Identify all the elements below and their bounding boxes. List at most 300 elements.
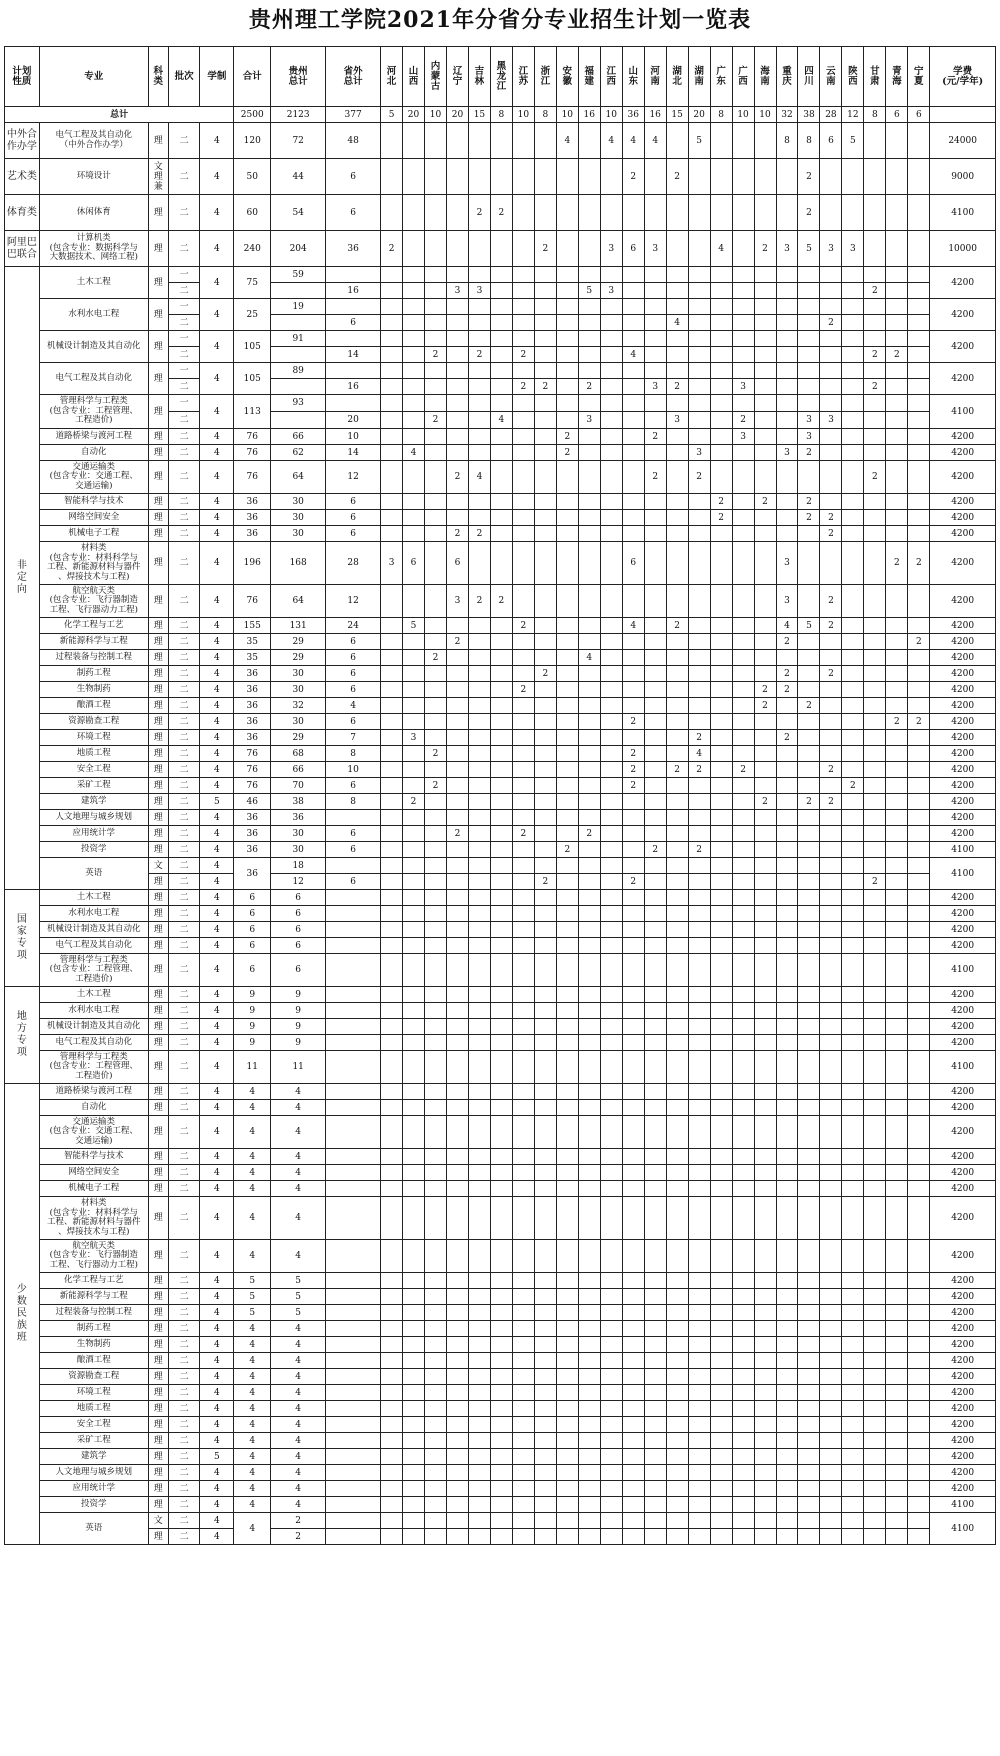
- province-yunnan: [820, 730, 842, 746]
- province-shandong: [622, 1240, 644, 1273]
- out-of-province-total: 6: [326, 682, 381, 698]
- province-shandong: [622, 331, 644, 347]
- province-hebei: [381, 1305, 403, 1321]
- batch: 二: [168, 379, 200, 395]
- province-hubei: [666, 906, 688, 922]
- batch: 二: [168, 1240, 200, 1273]
- province-shandong: [622, 1513, 644, 1529]
- province-heilongjiang: [490, 1369, 512, 1385]
- province-guangdong: [710, 347, 732, 363]
- province-henan: [644, 1289, 666, 1305]
- guizhou-total: 19: [271, 299, 326, 315]
- out-of-province-total: 6: [326, 650, 381, 666]
- province-neimenggu: [425, 954, 447, 987]
- province-shanxi: [403, 1481, 425, 1497]
- province-heilongjiang: [490, 283, 512, 299]
- province-henan: [644, 585, 666, 618]
- guizhou-total: 6: [271, 906, 326, 922]
- province-yunnan: 2: [820, 794, 842, 810]
- study-years: 4: [200, 1433, 234, 1449]
- table-row: [5, 730, 996, 746]
- province-shanxi: [403, 987, 425, 1003]
- table-row: [5, 1433, 996, 1449]
- province-guangxi: [732, 1181, 754, 1197]
- province-liaoning: [446, 1337, 468, 1353]
- province-shaanxi: [842, 363, 864, 379]
- province-zhejiang: [534, 1181, 556, 1197]
- province-shaanxi: [842, 195, 864, 231]
- province-jilin: [468, 762, 490, 778]
- guizhou-total: 9: [271, 1003, 326, 1019]
- province-hainan: [754, 1289, 776, 1305]
- province-hunan: [688, 429, 710, 445]
- subject-type: 理: [148, 331, 168, 363]
- total-count: 4: [234, 1116, 271, 1149]
- column-header: 湖 南: [688, 47, 710, 107]
- province-ningxia: [908, 1019, 930, 1035]
- province-shanxi: [403, 826, 425, 842]
- province-heilongjiang: [490, 826, 512, 842]
- province-hubei: [666, 123, 688, 159]
- province-jilin: [468, 123, 490, 159]
- subject-type: 理: [148, 1401, 168, 1417]
- province-shaanxi: [842, 954, 864, 987]
- province-hebei: [381, 1149, 403, 1165]
- province-jilin: [468, 890, 490, 906]
- province-guangxi: [732, 650, 754, 666]
- province-ningxia: [908, 666, 930, 682]
- study-years: 4: [200, 778, 234, 794]
- province-hunan: [688, 347, 710, 363]
- subject-type: 理: [148, 650, 168, 666]
- province-hebei: [381, 1417, 403, 1433]
- tuition-fee: 4200: [930, 650, 996, 666]
- province-henan: [644, 1305, 666, 1321]
- province-shandong: [622, 987, 644, 1003]
- total-value: 16: [644, 107, 666, 123]
- province-heilongjiang: [490, 874, 512, 890]
- province-anhui: [556, 1305, 578, 1321]
- province-jilin: [468, 1449, 490, 1465]
- province-hunan: [688, 874, 710, 890]
- province-hebei: [381, 585, 403, 618]
- province-zhejiang: 2: [534, 874, 556, 890]
- province-ningxia: [908, 379, 930, 395]
- province-hubei: [666, 1181, 688, 1197]
- province-jilin: 3: [468, 283, 490, 299]
- tuition-fee: 4200: [930, 890, 996, 906]
- province-liaoning: [446, 842, 468, 858]
- out-of-province-total: 6: [326, 195, 381, 231]
- province-hainan: [754, 922, 776, 938]
- province-zhejiang: [534, 1289, 556, 1305]
- table-row: [5, 1481, 996, 1497]
- province-fujian: [578, 315, 600, 331]
- province-hebei: [381, 1240, 403, 1273]
- province-zhejiang: [534, 890, 556, 906]
- province-anhui: [556, 1240, 578, 1273]
- out-of-province-total: [326, 954, 381, 987]
- province-shandong: [622, 954, 644, 987]
- province-ningxia: [908, 1353, 930, 1369]
- province-liaoning: [446, 1529, 468, 1545]
- province-liaoning: [446, 650, 468, 666]
- province-anhui: [556, 778, 578, 794]
- study-years: 4: [200, 395, 234, 429]
- province-shaanxi: [842, 331, 864, 347]
- total-count: 4: [234, 1417, 271, 1433]
- batch: 二: [168, 954, 200, 987]
- province-jilin: [468, 618, 490, 634]
- table-row: [5, 826, 996, 842]
- province-henan: [644, 299, 666, 315]
- plan-category: 非 定 向: [5, 267, 40, 890]
- province-fujian: [578, 1417, 600, 1433]
- province-heilongjiang: [490, 510, 512, 526]
- province-yunnan: [820, 1529, 842, 1545]
- province-guangxi: [732, 461, 754, 494]
- province-yunnan: 2: [820, 618, 842, 634]
- province-liaoning: [446, 1240, 468, 1273]
- province-shanxi: [403, 1240, 425, 1273]
- major-name: 安全工程: [39, 762, 148, 778]
- study-years: 4: [200, 1497, 234, 1513]
- province-gansu: [864, 1497, 886, 1513]
- province-ningxia: [908, 267, 930, 283]
- province-chongqing: [776, 794, 798, 810]
- batch: 二: [168, 123, 200, 159]
- subject-type: 理: [148, 1084, 168, 1100]
- study-years: 4: [200, 1289, 234, 1305]
- province-jiangxi: [600, 874, 622, 890]
- total-count: 36: [234, 526, 271, 542]
- major-name: 自动化: [39, 445, 148, 461]
- province-guangdong: [710, 159, 732, 195]
- total-value: 28: [820, 107, 842, 123]
- province-jiangxi: [600, 1529, 622, 1545]
- guizhou-total: 5: [271, 1305, 326, 1321]
- province-shandong: [622, 1100, 644, 1116]
- province-guangdong: [710, 461, 732, 494]
- province-heilongjiang: [490, 778, 512, 794]
- province-shaanxi: [842, 858, 864, 874]
- column-header: 专业: [39, 47, 148, 107]
- province-qinghai: [886, 746, 908, 762]
- major-name: 电气工程及其自动化: [39, 938, 148, 954]
- out-of-province-total: [326, 1100, 381, 1116]
- province-guangdong: [710, 1003, 732, 1019]
- province-zhejiang: [534, 1529, 556, 1545]
- province-shaanxi: [842, 1337, 864, 1353]
- province-hunan: [688, 858, 710, 874]
- province-heilongjiang: [490, 922, 512, 938]
- subject-type: 理: [148, 1353, 168, 1369]
- province-zhejiang: [534, 159, 556, 195]
- out-of-province-total: [326, 1019, 381, 1035]
- province-chongqing: [776, 1305, 798, 1321]
- total-count: 240: [234, 231, 271, 267]
- subject-type: 理: [148, 794, 168, 810]
- province-guangxi: [732, 1353, 754, 1369]
- province-gansu: [864, 698, 886, 714]
- major-name: 道路桥梁与渡河工程: [39, 429, 148, 445]
- province-jilin: 2: [468, 585, 490, 618]
- province-henan: [644, 1100, 666, 1116]
- province-shaanxi: 3: [842, 231, 864, 267]
- province-heilongjiang: [490, 954, 512, 987]
- province-shandong: [622, 810, 644, 826]
- tuition-fee: 4100: [930, 1497, 996, 1513]
- province-jiangsu: [512, 1401, 534, 1417]
- province-zhejiang: [534, 315, 556, 331]
- province-ningxia: [908, 526, 930, 542]
- province-qinghai: [886, 1305, 908, 1321]
- total-count: 6: [234, 922, 271, 938]
- major-name: 管理科学与工程类 (包含专业：工程管理、 工程造价): [39, 395, 148, 429]
- province-chongqing: [776, 1197, 798, 1240]
- tuition-fee: 4200: [930, 922, 996, 938]
- province-shandong: [622, 283, 644, 299]
- province-anhui: [556, 195, 578, 231]
- tuition-fee: 4100: [930, 954, 996, 987]
- major-name: 地质工程: [39, 1401, 148, 1417]
- batch: 二: [168, 585, 200, 618]
- major-name: 管理科学与工程类 (包含专业：工程管理、 工程造价): [39, 1051, 148, 1084]
- province-heilongjiang: [490, 634, 512, 650]
- province-liaoning: [446, 762, 468, 778]
- province-jilin: [468, 363, 490, 379]
- subject-type: 理: [148, 1497, 168, 1513]
- province-liaoning: [446, 778, 468, 794]
- province-guangdong: [710, 698, 732, 714]
- province-ningxia: 2: [908, 542, 930, 585]
- tuition-fee: 4200: [930, 267, 996, 299]
- total-count: 4: [234, 1337, 271, 1353]
- province-jiangsu: [512, 1321, 534, 1337]
- province-fujian: [578, 1529, 600, 1545]
- province-hebei: [381, 331, 403, 347]
- province-heilongjiang: [490, 1449, 512, 1465]
- province-jiangxi: [600, 1401, 622, 1417]
- province-zhejiang: 2: [534, 666, 556, 682]
- province-jiangsu: [512, 461, 534, 494]
- province-guangxi: [732, 299, 754, 315]
- province-anhui: [556, 526, 578, 542]
- province-henan: [644, 267, 666, 283]
- major-name: 资源勘查工程: [39, 714, 148, 730]
- province-sichuan: [798, 1417, 820, 1433]
- province-liaoning: [446, 429, 468, 445]
- province-hunan: 2: [688, 842, 710, 858]
- province-shaanxi: 2: [842, 778, 864, 794]
- province-jiangsu: [512, 634, 534, 650]
- province-jilin: [468, 698, 490, 714]
- province-hainan: [754, 510, 776, 526]
- province-anhui: [556, 1401, 578, 1417]
- province-heilongjiang: [490, 1273, 512, 1289]
- province-heilongjiang: 4: [490, 412, 512, 429]
- province-fujian: [578, 1035, 600, 1051]
- province-qinghai: [886, 379, 908, 395]
- province-qinghai: [886, 1181, 908, 1197]
- province-guangxi: [732, 195, 754, 231]
- province-neimenggu: [425, 682, 447, 698]
- province-jilin: [468, 494, 490, 510]
- column-header: 四 川: [798, 47, 820, 107]
- province-henan: [644, 1019, 666, 1035]
- province-shanxi: [403, 1149, 425, 1165]
- subject-type: 理: [148, 526, 168, 542]
- province-gansu: [864, 1240, 886, 1273]
- table-row: [5, 542, 996, 585]
- table-row: [5, 123, 996, 159]
- province-yunnan: [820, 650, 842, 666]
- province-qinghai: 2: [886, 714, 908, 730]
- province-hebei: [381, 395, 403, 412]
- batch: 二: [168, 1337, 200, 1353]
- province-jilin: [468, 1465, 490, 1481]
- province-hainan: [754, 585, 776, 618]
- province-fujian: 5: [578, 283, 600, 299]
- province-shandong: 4: [622, 618, 644, 634]
- province-jiangsu: [512, 1353, 534, 1369]
- province-qinghai: [886, 794, 908, 810]
- province-heilongjiang: [490, 1149, 512, 1165]
- province-fujian: [578, 1337, 600, 1353]
- province-jiangsu: [512, 123, 534, 159]
- province-anhui: [556, 874, 578, 890]
- province-jiangsu: [512, 1003, 534, 1019]
- province-jiangxi: [600, 1465, 622, 1481]
- province-guangxi: [732, 794, 754, 810]
- province-yunnan: [820, 826, 842, 842]
- province-jilin: [468, 826, 490, 842]
- province-henan: [644, 650, 666, 666]
- subject-type: 理: [148, 510, 168, 526]
- province-anhui: [556, 890, 578, 906]
- province-guangxi: [732, 331, 754, 347]
- province-jiangxi: [600, 842, 622, 858]
- guizhou-total: 4: [271, 1497, 326, 1513]
- province-hubei: [666, 1449, 688, 1465]
- province-yunnan: [820, 395, 842, 412]
- province-yunnan: [820, 1481, 842, 1497]
- study-years: 4: [200, 231, 234, 267]
- total-count: 76: [234, 585, 271, 618]
- province-guangxi: [732, 363, 754, 379]
- province-gansu: [864, 1481, 886, 1497]
- province-henan: [644, 1481, 666, 1497]
- province-sichuan: [798, 826, 820, 842]
- column-header: 学费 (元/学年): [930, 47, 996, 107]
- guizhou-total: 11: [271, 1051, 326, 1084]
- out-of-province-total: 48: [326, 123, 381, 159]
- province-heilongjiang: [490, 379, 512, 395]
- province-neimenggu: [425, 494, 447, 510]
- province-neimenggu: [425, 379, 447, 395]
- subject-type: 理: [148, 746, 168, 762]
- guizhou-total: 5: [271, 1273, 326, 1289]
- province-henan: [644, 1385, 666, 1401]
- batch: 二: [168, 429, 200, 445]
- province-jiangsu: [512, 1181, 534, 1197]
- province-hebei: [381, 1497, 403, 1513]
- province-chongqing: [776, 412, 798, 429]
- province-chongqing: [776, 159, 798, 195]
- province-hainan: [754, 810, 776, 826]
- province-jiangxi: [600, 510, 622, 526]
- province-hunan: [688, 1100, 710, 1116]
- province-jiangsu: [512, 363, 534, 379]
- province-ningxia: [908, 1401, 930, 1417]
- province-zhejiang: [534, 1003, 556, 1019]
- guizhou-total: 4: [271, 1449, 326, 1465]
- subject-type: 理: [148, 299, 168, 331]
- tuition-fee: 4200: [930, 1433, 996, 1449]
- province-heilongjiang: [490, 1337, 512, 1353]
- table-row: [5, 666, 996, 682]
- province-chongqing: [776, 922, 798, 938]
- province-shandong: 2: [622, 159, 644, 195]
- province-jilin: [468, 666, 490, 682]
- province-shaanxi: [842, 1116, 864, 1149]
- province-sichuan: [798, 347, 820, 363]
- province-gansu: [864, 1353, 886, 1369]
- province-shanxi: [403, 1273, 425, 1289]
- subject-type: 理: [148, 542, 168, 585]
- subject-type: 理: [148, 429, 168, 445]
- out-of-province-total: [326, 1051, 381, 1084]
- province-shaanxi: [842, 1481, 864, 1497]
- province-chongqing: [776, 1051, 798, 1084]
- out-of-province-total: 6: [326, 494, 381, 510]
- province-hunan: [688, 585, 710, 618]
- province-hubei: 2: [666, 159, 688, 195]
- province-shandong: [622, 1465, 644, 1481]
- province-yunnan: [820, 954, 842, 987]
- province-heilongjiang: [490, 682, 512, 698]
- province-shanxi: [403, 299, 425, 315]
- province-sichuan: [798, 1305, 820, 1321]
- guizhou-total: 6: [271, 922, 326, 938]
- out-of-province-total: [326, 1035, 381, 1051]
- province-shaanxi: [842, 826, 864, 842]
- tuition-fee: 4200: [930, 1003, 996, 1019]
- province-hubei: [666, 634, 688, 650]
- province-neimenggu: [425, 826, 447, 842]
- guizhou-total: 9: [271, 1019, 326, 1035]
- total-count: 36: [234, 842, 271, 858]
- province-fujian: [578, 682, 600, 698]
- province-heilongjiang: [490, 429, 512, 445]
- province-shaanxi: [842, 1289, 864, 1305]
- batch: 二: [168, 445, 200, 461]
- province-hunan: [688, 1513, 710, 1529]
- guizhou-total: 30: [271, 826, 326, 842]
- province-yunnan: [820, 746, 842, 762]
- province-heilongjiang: [490, 1100, 512, 1116]
- province-liaoning: [446, 890, 468, 906]
- province-jiangsu: [512, 231, 534, 267]
- province-hubei: [666, 1497, 688, 1513]
- province-chongqing: [776, 283, 798, 299]
- province-guangdong: [710, 922, 732, 938]
- province-jiangxi: [600, 542, 622, 585]
- province-hebei: 3: [381, 542, 403, 585]
- province-chongqing: [776, 1100, 798, 1116]
- province-jiangsu: [512, 429, 534, 445]
- province-shanxi: [403, 429, 425, 445]
